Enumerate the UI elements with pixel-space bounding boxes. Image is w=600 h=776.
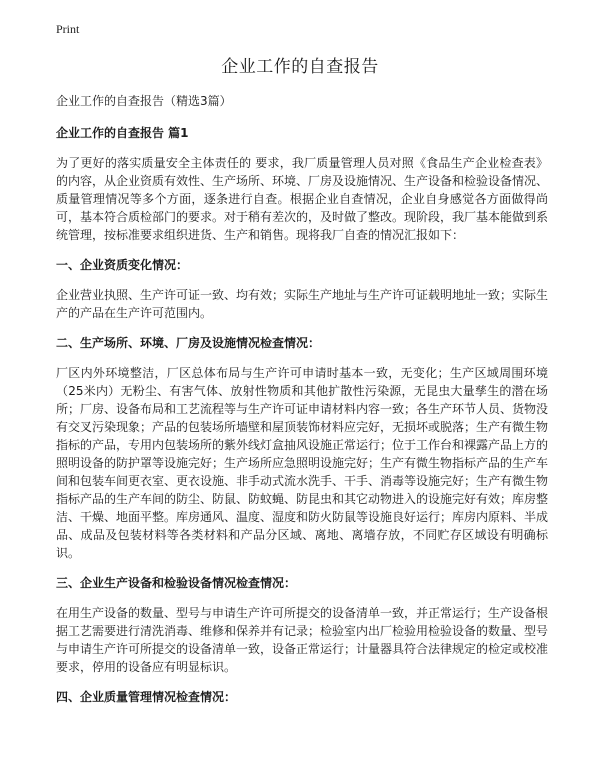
section-body-qualification: 企业营业执照、生产许可证一致、均有效；实际生产地址与生产许可证载明地址一致；实际生产的产品在生产许可范围内。 [56, 288, 549, 320]
section-body-premises: 厂区内外环境整洁，厂区总体布局与生产许可申请时基本一致，无变化；生产区域周围环境（25米内）无粉尘、有害气体、放射性物质和其他扩散性污染源，无昆虫大量孳生的潜在场所；厂房、设备布局和工艺流程等与生产许可证申请材料内容一致；各生产环节人员、货物没有交叉污染现象；产品的包装场所墙壁和屋顶装饰材料应完好，无损坏或脱落；生产有微生物指标的产品，专用内包装场所的紫外线灯盒抽风设施正常运行；位于工作台和裸露产品上方的照明设备的防护罩等设施完好；生产场所应急照明设施完好；生产有微生物指标产品的生产车间和包装车间更衣室、更衣设施、非手动式流水洗手、干手、消毒等设施完好；生产有微生物指标产品的生产车间的防尘、防鼠、防蚊蝇、防昆虫和其它动物进入的设施完好有效；库房整洁、干燥、地面平整。库房通风、温度、湿度和防火防鼠等设施良好运行；库房内原料、半成品、成品及包装材料等各类材料和产品分区域、离地、离墙存放，不同贮存区域设有明确标识。 [56, 366, 549, 560]
page-title: 企业工作的自查报告 [221, 57, 379, 77]
section-heading-qualification: 一、企业资质变化情况： [56, 258, 189, 272]
section-body-equipment: 在用生产设备的数量、型号与申请生产许可所提交的设备清单一致，并正常运行；生产设备根据工艺需要进行清洗消毒、维修和保养并有记录；检验室内出厂检验用检验设备的数量、型号与申请生产许可所提交的设备清单一致，设备正常运行；计量器具符合法律规定的检定或校准要求，停用的设备应有明显标识。 [56, 606, 549, 674]
intro-paragraph: 为了更好的落实质量安全主体责任的 要求，我厂质量管理人员对照《食品生产企业检查表》的内容，从企业资质有效性、生产场所、环境、厂房及设施情况、生产设备和检验设备情况、质量管理情况等多个方面，逐条进行自查。根据企业自查情况，企业自身感觉各方面做得尚可，基本符合质检部门的要求。对于稍有差次的，及时做了整改。现阶段，我厂基本能做到系统管理，按标准要求组织进货、生产和销售。现将我厂自查的情况汇报如下： [56, 156, 549, 242]
document-subtitle: 企业工作的自查报告（精选3篇） [56, 94, 232, 108]
print-link[interactable]: Print [56, 22, 80, 36]
section-heading-quality-management: 四、企业质量管理情况检查情况： [56, 690, 237, 704]
section-heading-equipment: 三、企业生产设备和检验设备情况检查情况： [56, 576, 297, 590]
document-body [56, 92, 548, 718]
article-heading: 企业工作的自查报告 篇1 [56, 126, 189, 140]
section-heading-premises: 二、生产场所、环境、厂房及设施情况检查情况： [56, 336, 321, 350]
